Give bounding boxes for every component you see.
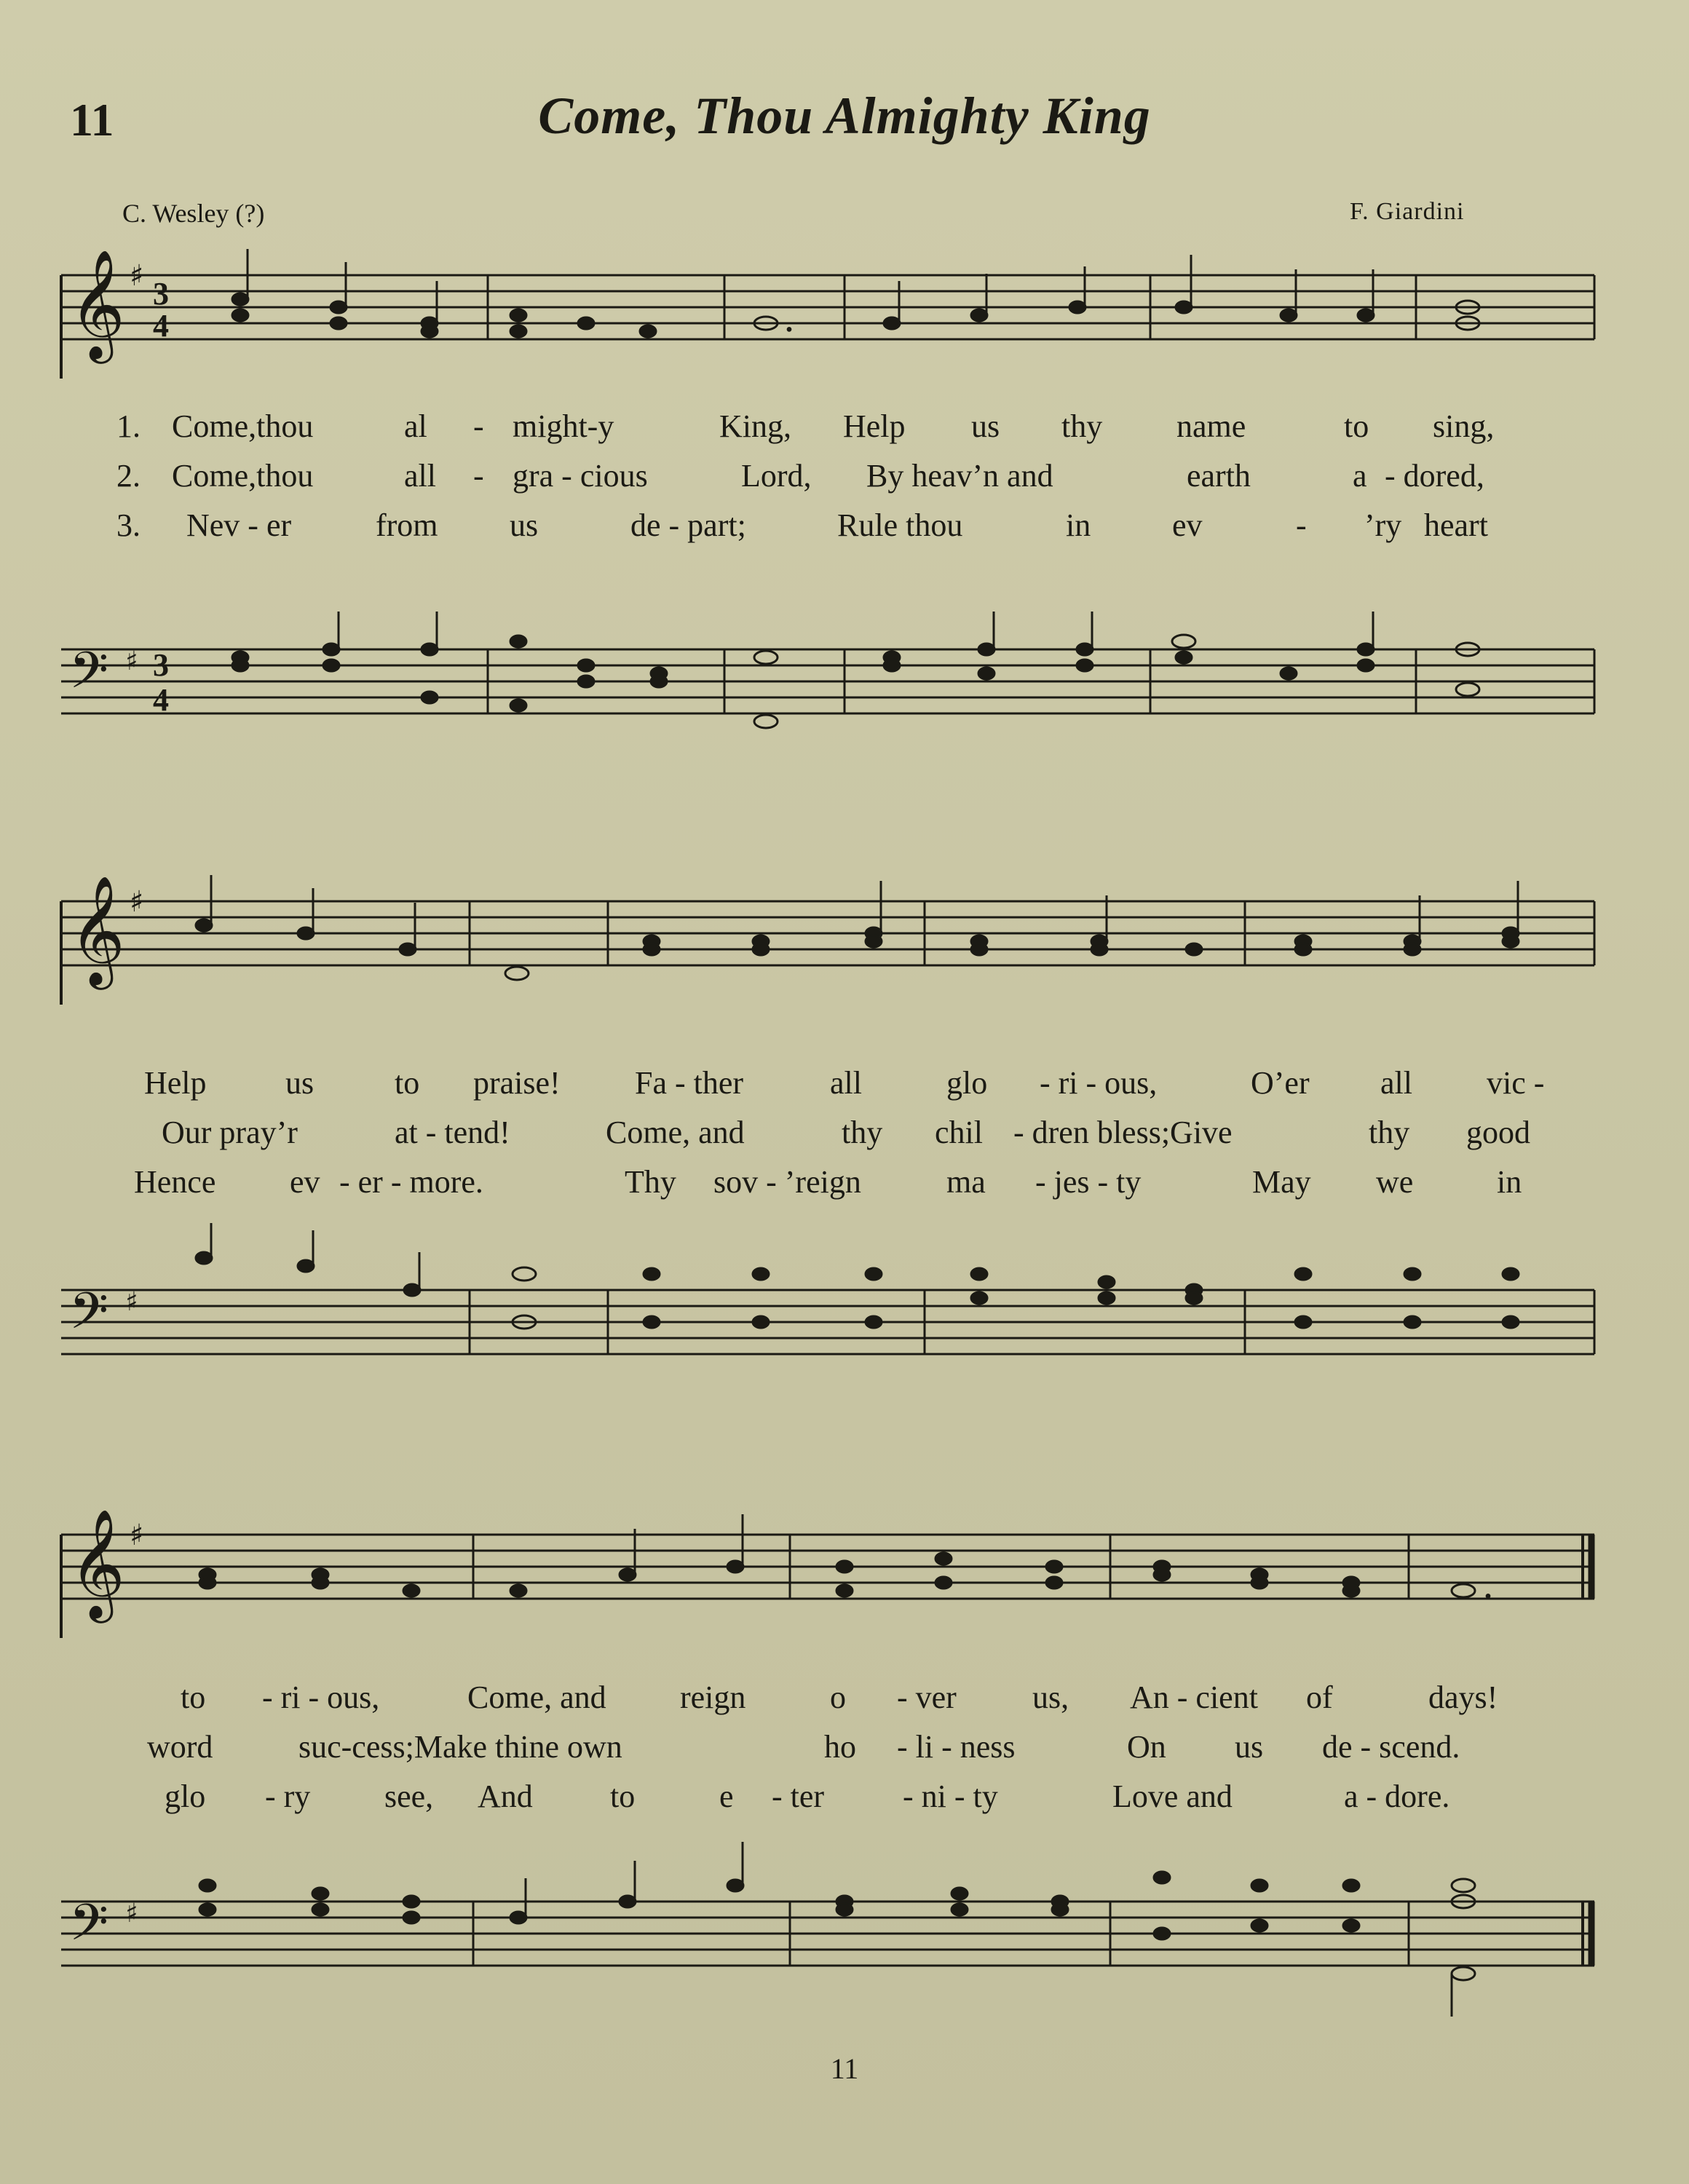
author-credit: C. Wesley (?) xyxy=(122,199,265,228)
lyric-line xyxy=(0,507,1689,550)
lyric-syllable: name xyxy=(1176,408,1246,444)
svg-text:3: 3 xyxy=(153,276,169,312)
treble-clef-icon: 𝄞 xyxy=(69,874,125,985)
svg-text:.: . xyxy=(786,309,792,336)
lyric-syllable: good xyxy=(1466,1115,1530,1150)
lyric-syllable: Help xyxy=(144,1065,207,1101)
lyric-syllable: Rule thou xyxy=(837,507,963,543)
treble-clef-icon: 𝄞 xyxy=(69,248,125,359)
bass-staff-system-2 xyxy=(0,1223,1689,1390)
lyric-syllable: - dored, xyxy=(1385,458,1484,494)
lyric-syllable: vic - xyxy=(1487,1065,1545,1101)
lyric-syllable: sov - ’reign xyxy=(713,1164,861,1200)
lyric-syllable: Love and xyxy=(1112,1779,1233,1814)
lyric-syllable: de - part; xyxy=(630,507,746,543)
lyric-syllable: us xyxy=(1235,1729,1264,1765)
lyric-syllable: ma xyxy=(946,1164,986,1200)
lyric-syllable: - xyxy=(473,458,484,494)
lyric-syllable: Help xyxy=(843,408,906,444)
lyric-syllable: ho xyxy=(824,1729,856,1765)
verse-number: 3. xyxy=(116,507,141,543)
page-number: 11 xyxy=(830,2052,859,2085)
lyric-syllable: in xyxy=(1066,507,1091,543)
lyric-line xyxy=(0,1163,1689,1207)
lyric-syllable: On xyxy=(1127,1729,1166,1765)
lyric-syllable: glo xyxy=(165,1779,206,1814)
lyric-line xyxy=(0,1728,1689,1772)
bass-clef-icon: 𝄢 xyxy=(69,641,109,712)
lyric-syllable: days! xyxy=(1428,1679,1498,1715)
lyric-syllable: to xyxy=(181,1679,206,1715)
lyric-syllable: us xyxy=(510,507,539,543)
lyric-syllable: of xyxy=(1306,1679,1333,1715)
lyric-syllable: see, xyxy=(384,1779,434,1814)
lyric-syllable: al xyxy=(404,408,427,444)
lyric-syllable: ev xyxy=(290,1164,320,1200)
lyric-syllable: to xyxy=(1344,408,1369,444)
lyric-syllable: sing, xyxy=(1433,408,1495,444)
lyric-syllable: in xyxy=(1497,1164,1522,1200)
lyric-syllable: to xyxy=(395,1065,420,1101)
lyric-syllable: ev xyxy=(1172,507,1203,543)
lyric-syllable: us, xyxy=(1032,1679,1069,1715)
lyric-line xyxy=(0,457,1689,501)
lyric-syllable: King, xyxy=(719,408,791,444)
lyric-syllable: all xyxy=(1380,1065,1412,1101)
lyric-syllable: gra - cious xyxy=(513,458,648,494)
lyric-syllable: Nev - er xyxy=(186,507,292,543)
lyric-syllable: Thy xyxy=(625,1164,676,1200)
lyric-line xyxy=(0,1064,1689,1108)
lyric-syllable: Lord, xyxy=(741,458,812,494)
lyric-syllable: reign xyxy=(680,1679,746,1715)
bass-clef-icon: 𝄢 xyxy=(69,1281,109,1353)
lyric-syllable: us xyxy=(285,1065,315,1101)
svg-text:.: . xyxy=(1485,1576,1491,1602)
lyric-line xyxy=(0,1778,1689,1821)
lyric-syllable: ’ry xyxy=(1364,507,1402,543)
lyric-syllable: Come,thou xyxy=(172,408,314,444)
svg-text:♯: ♯ xyxy=(130,259,144,293)
svg-text:♯: ♯ xyxy=(125,1899,138,1928)
lyric-syllable: Come, and xyxy=(467,1679,606,1715)
lyric-syllable: - xyxy=(473,408,484,444)
lyric-syllable: we xyxy=(1376,1164,1414,1200)
lyric-syllable: o xyxy=(830,1679,846,1715)
lyric-syllable: May xyxy=(1252,1164,1311,1200)
svg-text:4: 4 xyxy=(153,308,169,344)
lyric-syllable: a - dore. xyxy=(1344,1779,1450,1814)
hymn-number: 11 xyxy=(70,94,114,146)
lyric-syllable: suc-cess;Make thine own xyxy=(298,1729,622,1765)
lyric-syllable: us xyxy=(971,408,1000,444)
lyric-syllable: glo xyxy=(946,1065,988,1101)
lyric-syllable: - dren bless;Give xyxy=(1013,1115,1233,1150)
lyric-syllable: from xyxy=(376,507,438,543)
treble-clef-icon: 𝄞 xyxy=(69,1508,125,1618)
lyric-syllable: praise! xyxy=(473,1065,561,1101)
verse-number: 2. xyxy=(116,458,141,494)
lyric-syllable: And xyxy=(478,1779,533,1814)
lyric-syllable: An - cient xyxy=(1130,1679,1258,1715)
lyric-syllable: Come, and xyxy=(606,1115,745,1150)
lyric-syllable: - ver xyxy=(897,1679,957,1715)
lyric-syllable: - ri - ous, xyxy=(1040,1065,1158,1101)
svg-text:♯: ♯ xyxy=(125,646,138,676)
svg-text:♯: ♯ xyxy=(130,885,144,919)
composer-credit: F. Giardini xyxy=(1350,198,1465,225)
lyric-syllable: thy xyxy=(1061,408,1103,444)
svg-text:♯: ♯ xyxy=(125,1287,138,1317)
lyric-syllable: word xyxy=(147,1729,213,1765)
svg-text:4: 4 xyxy=(153,682,169,718)
lyric-syllable: Come,thou xyxy=(172,458,314,494)
treble-staff-system-3 xyxy=(0,1500,1689,1638)
lyric-syllable: all xyxy=(404,458,436,494)
lyric-syllable: to xyxy=(610,1779,636,1814)
lyric-syllable: thy xyxy=(842,1115,883,1150)
verse-number: 1. xyxy=(116,408,141,444)
lyric-syllable: - ter xyxy=(772,1779,825,1814)
lyric-syllable: Our pray’r xyxy=(162,1115,298,1150)
lyric-syllable: By heav’n and xyxy=(866,458,1053,494)
lyric-syllable: - li - ness xyxy=(897,1729,1016,1765)
treble-staff-system-1 xyxy=(0,240,1689,379)
bass-clef-icon: 𝄢 xyxy=(69,1893,109,1964)
hymn-title: Come, Thou Almighty King xyxy=(538,87,1151,145)
svg-text:♯: ♯ xyxy=(130,1519,144,1552)
lyric-line xyxy=(0,1114,1689,1158)
lyric-syllable: all xyxy=(830,1065,862,1101)
lyric-syllable: - xyxy=(1296,507,1307,543)
lyric-syllable: de - scend. xyxy=(1322,1729,1460,1765)
lyric-syllable: - ni - ty xyxy=(903,1779,998,1814)
lyric-syllable: - ri - ous, xyxy=(262,1679,380,1715)
lyric-line xyxy=(0,408,1689,451)
lyric-syllable: might-y xyxy=(513,408,614,444)
svg-text:3: 3 xyxy=(153,647,169,683)
lyric-syllable: e xyxy=(719,1779,734,1814)
treble-staff-system-2 xyxy=(0,866,1689,1005)
lyric-syllable: - jes - ty xyxy=(1035,1164,1142,1200)
bass-staff-system-1 xyxy=(0,582,1689,750)
lyric-syllable: O’er xyxy=(1251,1065,1310,1101)
lyric-syllable: Fa - ther xyxy=(635,1065,744,1101)
lyric-syllable: heart xyxy=(1424,507,1488,543)
lyric-syllable: thy xyxy=(1369,1115,1410,1150)
lyric-line xyxy=(0,1679,1689,1722)
lyric-syllable: - er - more. xyxy=(339,1164,483,1200)
lyric-syllable: at - tend! xyxy=(395,1115,510,1150)
bass-staff-system-3 xyxy=(0,1835,1689,2046)
lyric-syllable: - ry xyxy=(265,1779,311,1814)
lyric-syllable: chil xyxy=(935,1115,983,1150)
lyric-syllable: a xyxy=(1353,458,1367,494)
lyric-syllable: Hence xyxy=(134,1164,216,1200)
lyric-syllable: earth xyxy=(1187,458,1251,494)
